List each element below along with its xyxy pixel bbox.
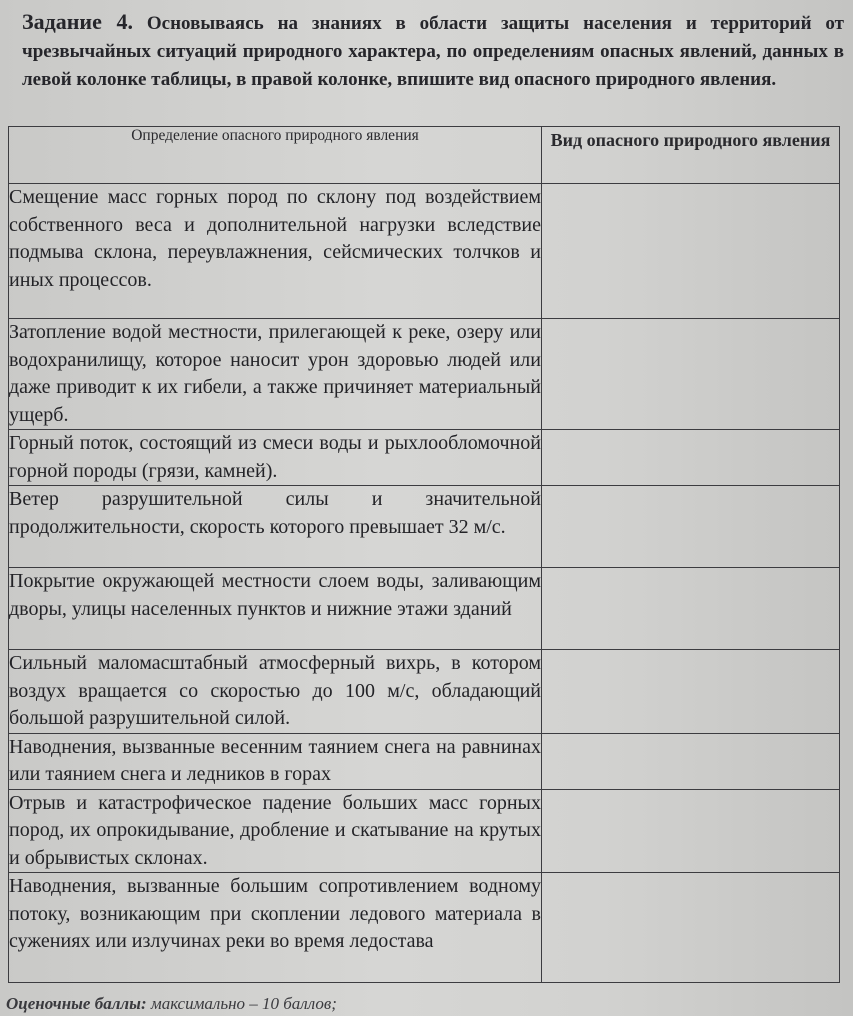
table-row	[9, 789, 840, 873]
scoring-label: Оценочные баллы:	[6, 994, 147, 1013]
table-row	[9, 319, 840, 430]
table-row	[9, 733, 840, 789]
answer-cell[interactable]	[542, 789, 840, 873]
table-row	[9, 184, 840, 319]
answer-cell[interactable]	[542, 430, 840, 486]
answer-cell[interactable]	[542, 650, 840, 734]
definition-cell: Сильный маломасштабный атмосферный вихрь, в котором воздух вращается со скоростью до 100 м/с, обладающий большой разрушительной силой.	[9, 650, 542, 734]
table-row	[9, 430, 840, 486]
answer-cell[interactable]	[542, 873, 840, 983]
definition-cell: Горный поток, состоящий из смеси воды и рыхлообломочной горной породы (грязи, камней).	[9, 430, 542, 486]
table-row	[9, 486, 840, 568]
header-phenomenon-type: Вид опасного природного явления	[542, 127, 840, 184]
answer-cell[interactable]	[542, 486, 840, 568]
answer-cell[interactable]	[542, 568, 840, 650]
table-header-row	[9, 127, 840, 184]
definition-cell: Наводнения, вызванные весенним таянием снега на равнинах или таянием снега и ледников в горах	[9, 733, 542, 789]
answer-cell[interactable]	[542, 733, 840, 789]
table-row	[9, 873, 840, 983]
definition-cell: Наводнения, вызванные большим сопротивлением водному потоку, возникающим при скоплении ледового материала в сужениях или излучинах реки во время ледостава	[9, 873, 542, 983]
scoring-note	[6, 994, 337, 1014]
definition-cell: Покрытие окружающей местности слоем воды, заливающим дворы, улицы населенных пунктов и нижние этажи зданий	[9, 568, 542, 650]
table-body	[9, 184, 840, 983]
task-text: Основываясь на знаниях в области защиты населения и территорий от чрезвычайных ситуаций природного характера, по определениям опасных явлений, данных в левой колонке таблицы, в правой колонке, впишите вид опасного природного явления.	[22, 13, 845, 90]
definition-cell: Смещение масс горных пород по склону под воздействием собственного веса и дополнительной нагрузки вследствие подмыва склона, переувлажнения, сейсмических толчков и иных процессов.	[9, 184, 542, 319]
answer-cell[interactable]	[542, 184, 840, 319]
answer-cell[interactable]	[542, 319, 840, 430]
scoring-value: максимально – 10 баллов;	[150, 994, 337, 1013]
definition-cell: Отрыв и катастрофическое падение больших масс горных пород, их опрокидывание, дробление и скатывание на крутых и обрывистых склонах.	[9, 789, 542, 873]
definition-cell: Затопление водой местности, прилегающей к реке, озеру или водохранилищу, которое наносит урон здоровью людей или даже приводит к их гибели, а также причиняет материальный ущерб.	[9, 319, 542, 430]
phenomena-table	[8, 126, 840, 983]
header-definition: Определение опасного природного явления	[9, 127, 542, 184]
table-row	[9, 568, 840, 650]
task-number: Задание 4.	[22, 9, 133, 34]
definition-cell: Ветер разрушительной силы и значительной продолжительности, скорость которого превышает 32 м/с.	[9, 486, 542, 568]
table-row	[9, 650, 840, 734]
task-statement	[22, 8, 844, 94]
